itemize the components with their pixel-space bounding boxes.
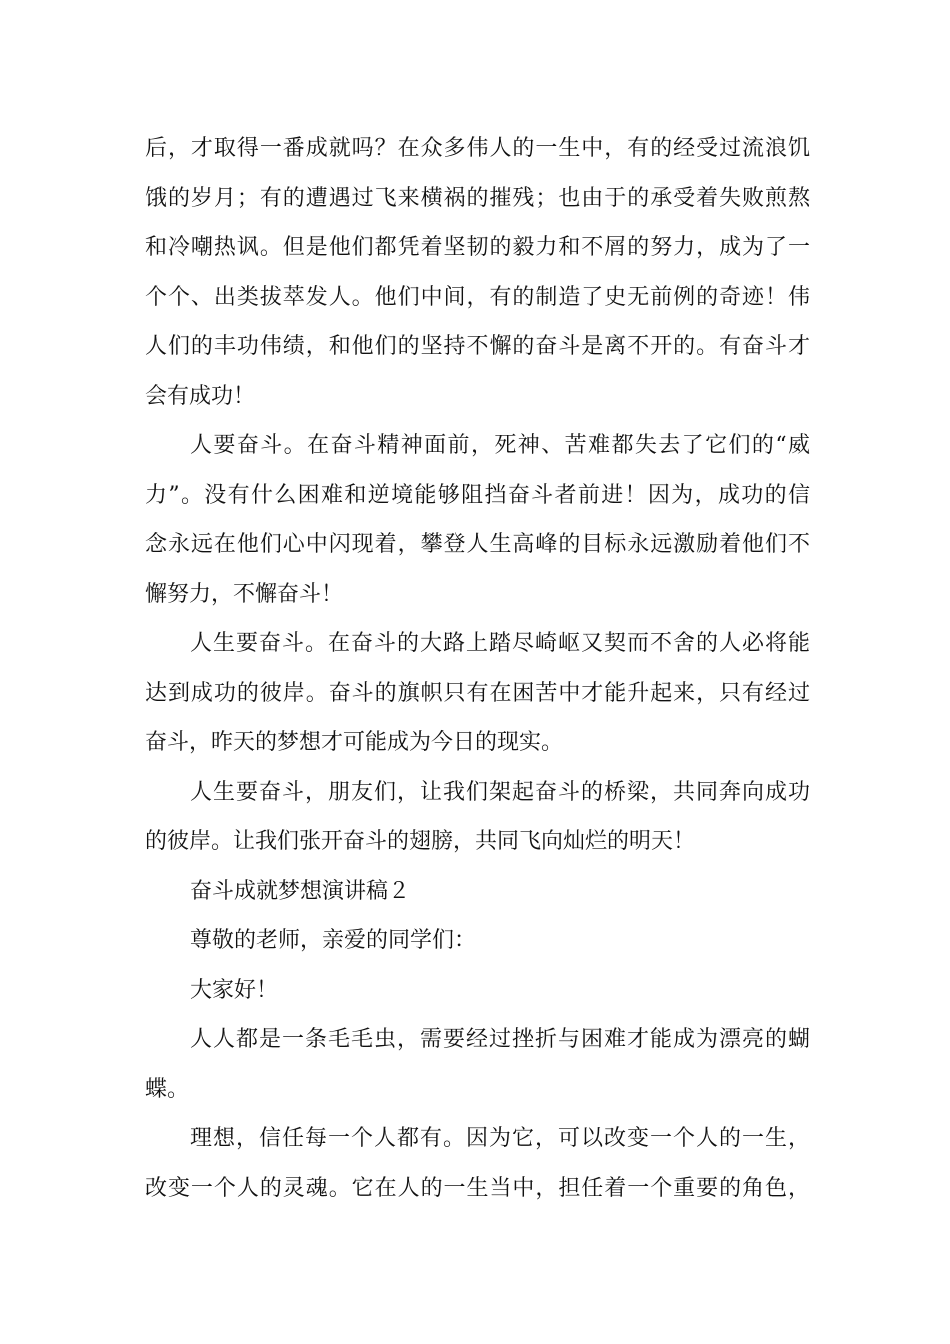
text-line: 的彼岸。让我们张开奋斗的翅膀，共同飞向灿烂的明天！ [145, 829, 696, 854]
text-line: 奋斗，昨天的梦想才可能成为今日的现实。 [145, 730, 564, 755]
text-line: 念永远在他们心中闪现着，攀登人生高峰的目标永远激励着他们不 [145, 532, 810, 557]
text-line: 和冷嘲热讽。但是他们都凭着坚韧的毅力和不屑的努力，成为了一 [145, 235, 810, 260]
text-line: 达到成功的彼岸。奋斗的旗帜只有在困苦中才能升起来，只有经过 [145, 680, 810, 706]
text-line: 奋斗成就梦想演讲稿２ [190, 878, 411, 904]
text-line: 大家好！ [190, 977, 279, 1003]
text-line: 理想，信任每一个人都有。因为它，可以改变一个人的一生， [190, 1126, 810, 1151]
text-line: 人们的丰功伟绩，和他们的坚持不懈的奋斗是离不开的。有奋斗才 [145, 334, 810, 359]
text-line: 力”。没有什么困难和逆境能够阻挡奋斗者前进！因为，成功的信 [145, 482, 810, 508]
text-line: 个个、出类拔萃发人。他们中间，有的制造了史无前例的奇迹！伟 [145, 284, 810, 310]
text-line: 懈努力，不懈奋斗！ [145, 581, 344, 607]
text-line: 人生要奋斗，朋友们，让我们架起奋斗的桥梁，共同奔向成功 [190, 779, 810, 805]
text-line: 人人都是一条毛毛虫，需要经过挫折与困难才能成为漂亮的蝴 [190, 1027, 810, 1052]
text-line: 改变一个人的灵魂。它在人的一生当中，担任着一个重要的角色， [145, 1175, 810, 1201]
document-page [145, 124, 810, 1213]
text-line: 尊敬的老师，亲爱的同学们： [190, 928, 477, 953]
text-line: 后，才取得一番成就吗？在众多伟人的一生中，有的经受过流浪饥 [145, 136, 810, 161]
text-line: 饿的岁月；有的遭遇过飞来横祸的摧残；也由于的承受着失败煎熬 [145, 185, 810, 211]
text-line: 会有成功！ [145, 383, 256, 409]
text-line: 人生要奋斗。在奋斗的大路上踏尽崎岖又契而不舍的人必将能 [190, 631, 810, 656]
text-line: 蝶。 [145, 1076, 190, 1102]
text-line: 人要奋斗。在奋斗精神面前，死神、苦难都失去了它们的“威 [190, 433, 810, 458]
